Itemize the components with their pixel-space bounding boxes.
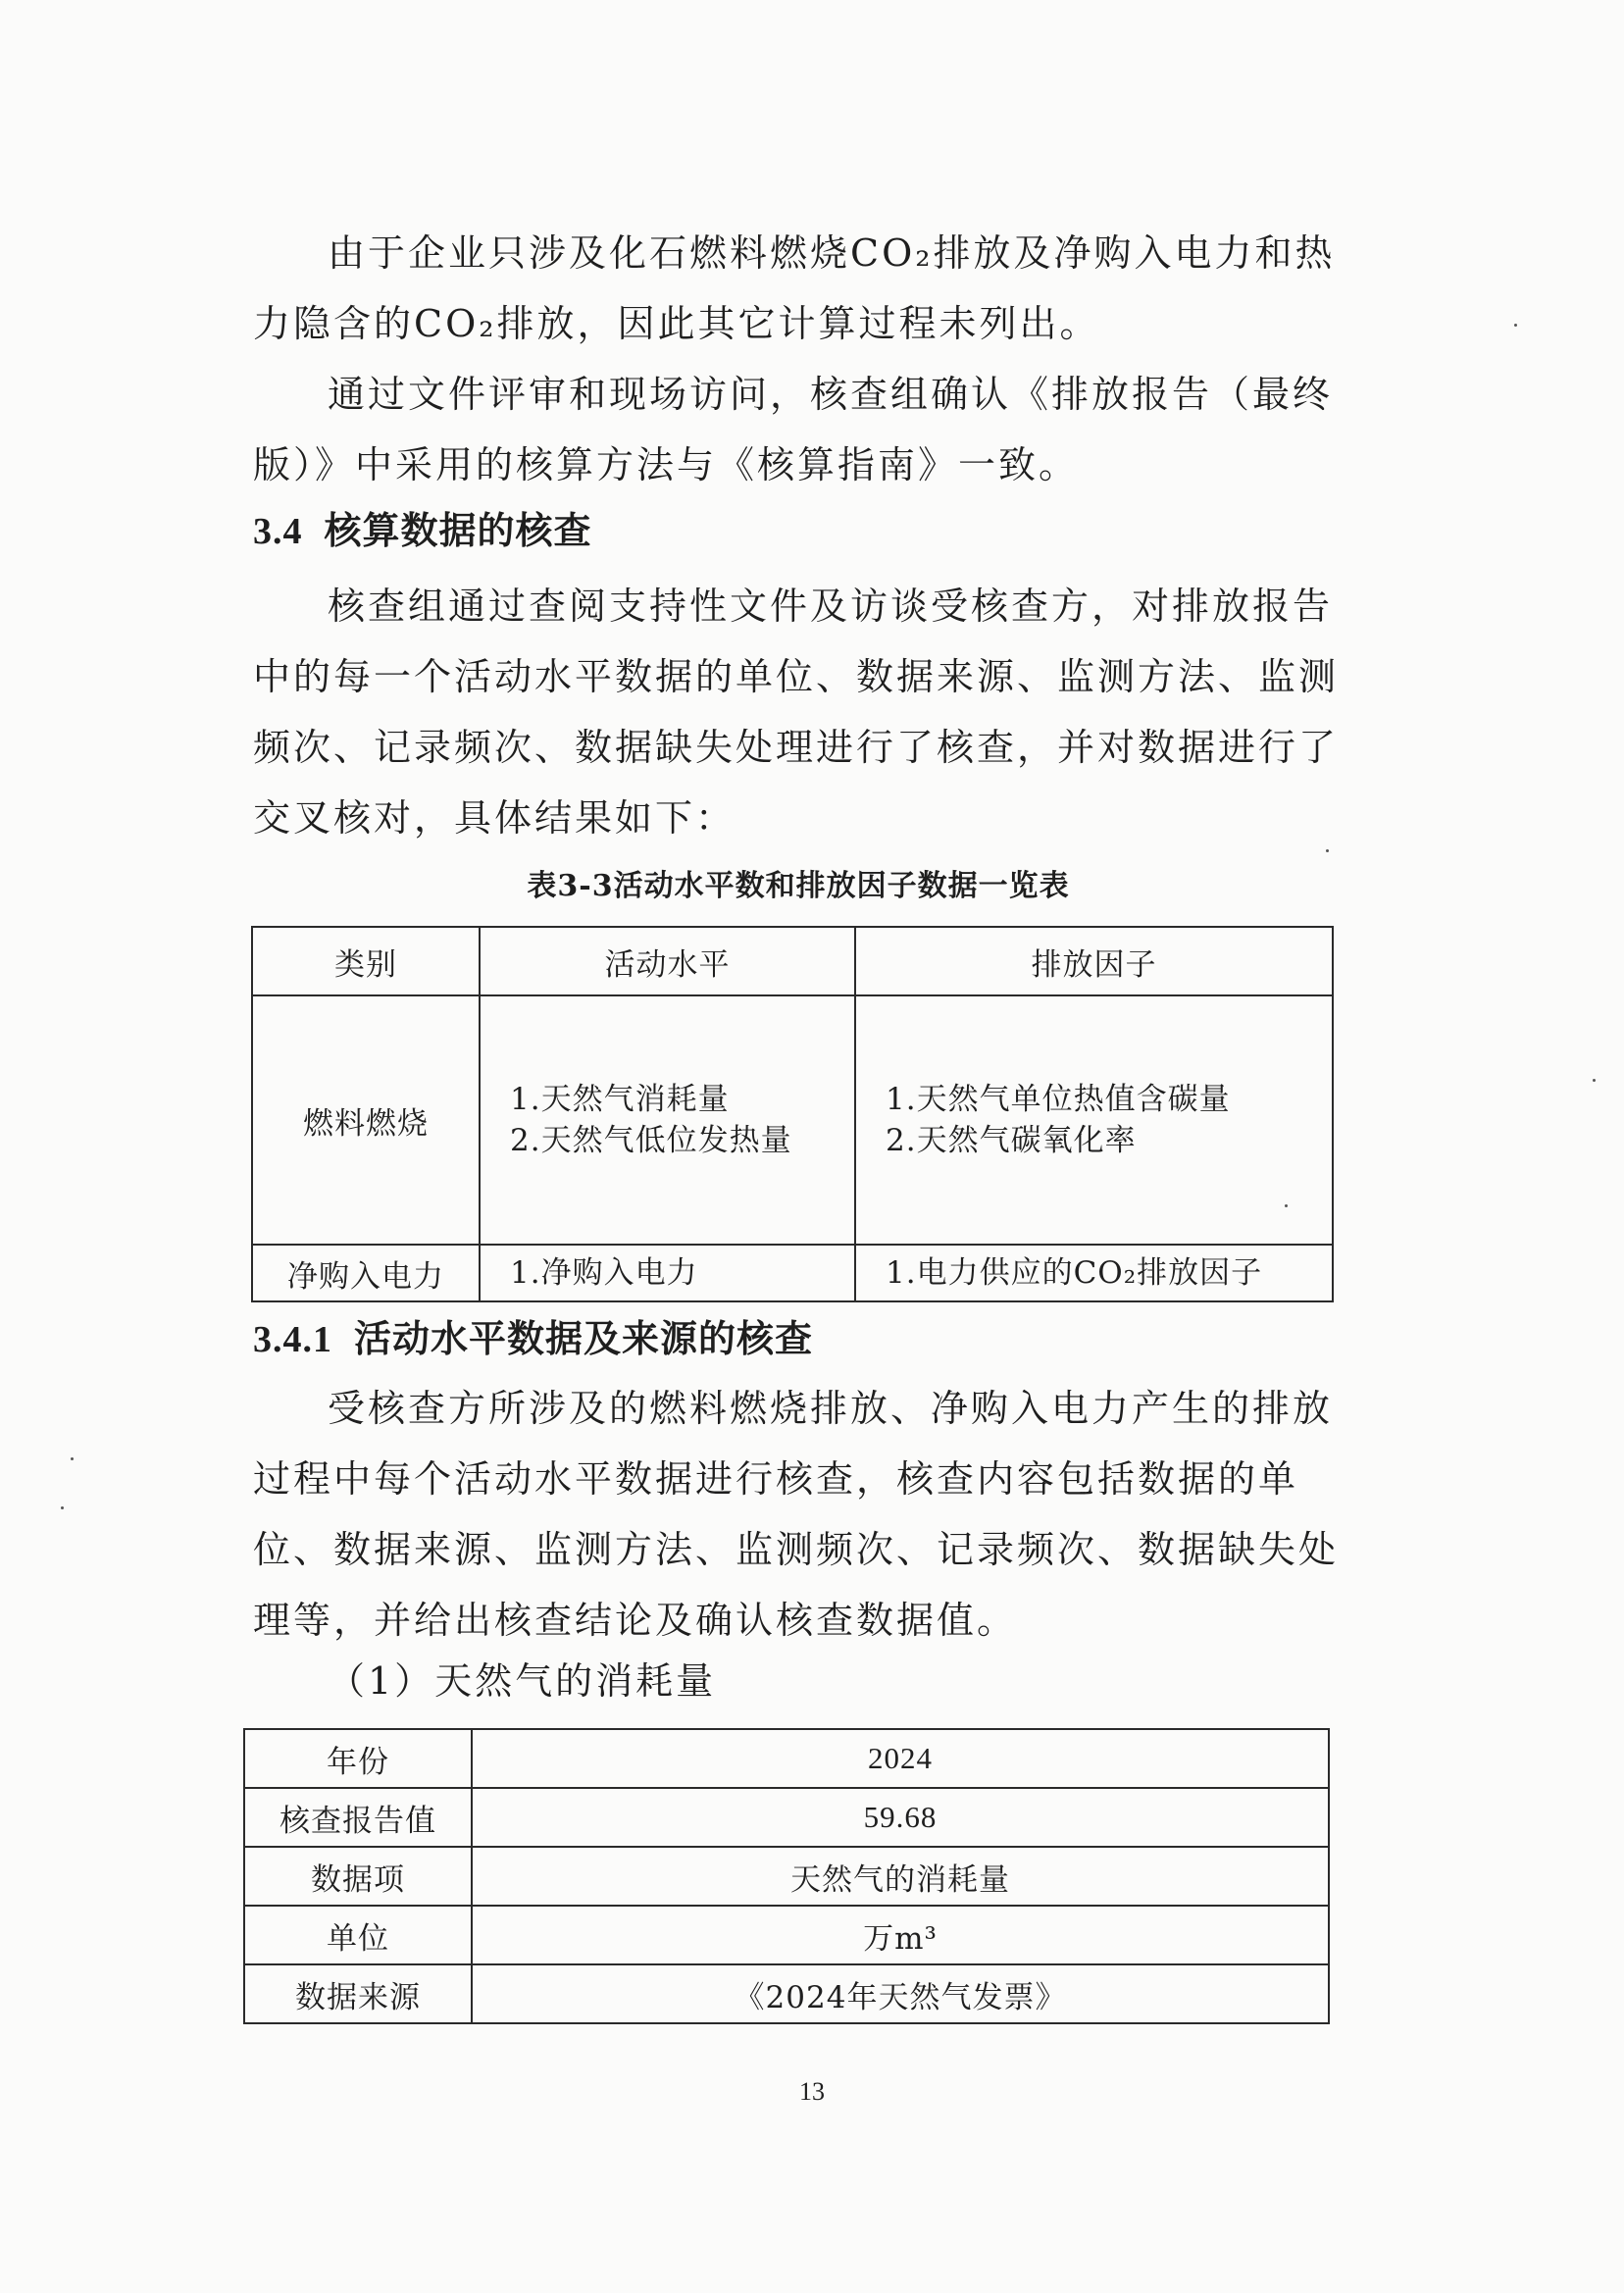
activity-cell [480, 995, 855, 1245]
activity-cell [480, 1245, 855, 1301]
table-row [244, 1788, 1329, 1847]
row-value: 59.68 [472, 1788, 1329, 1847]
category-cell: 净购入电力 [252, 1245, 480, 1301]
row-value: 2024 [472, 1729, 1329, 1788]
header-category: 类别 [252, 927, 480, 995]
scan-speck [1326, 849, 1329, 852]
row-label: 数据项 [244, 1847, 472, 1906]
scan-speck [1593, 1079, 1596, 1082]
section-heading-3-4-1 [253, 1308, 813, 1362]
activity-emission-factor-table [251, 926, 1334, 1302]
list-item: 2.天然气低位发热量 [510, 1123, 792, 1158]
row-value: 万m³ [472, 1906, 1329, 1964]
list-item: 1.净购入电力 [510, 1255, 698, 1291]
list-item: 1.天然气消耗量 [510, 1082, 730, 1117]
header-activity: 活动水平 [480, 927, 855, 995]
table-row [252, 995, 1333, 1245]
table-row [244, 1906, 1329, 1964]
section-number: 3.4 [253, 511, 303, 552]
list-item: 1.天然气单位热值含碳量 [886, 1082, 1231, 1117]
page-number: 13 [799, 2077, 825, 2106]
table-row [244, 1847, 1329, 1906]
paragraph-method-confirmation: 通过文件评审和现场访问，核查组确认《排放报告（最终版）》中采用的核算方法与《核算指南》一致。 [253, 373, 1334, 486]
scan-speck [71, 1457, 74, 1460]
section-number: 3.4.1 [253, 1319, 332, 1360]
scan-speck [1285, 1204, 1288, 1207]
list-item: 1.电力供应的CO₂排放因子 [886, 1255, 1263, 1291]
category-cell: 燃料燃烧 [252, 995, 480, 1245]
table-row [244, 1964, 1329, 2023]
scan-speck [61, 1506, 64, 1509]
subsection-natural-gas: （1）天然气的消耗量 [328, 1659, 717, 1703]
table-row [252, 1245, 1333, 1301]
scan-speck [1514, 324, 1517, 327]
factor-cell [855, 995, 1333, 1245]
header-factor: 排放因子 [855, 927, 1333, 995]
table-caption: 表3-3活动水平数和排放因子数据一览表 [527, 869, 1070, 903]
table-row [244, 1729, 1329, 1788]
row-label: 核查报告值 [244, 1788, 472, 1847]
paragraph-verification-process: 核查组通过查阅支持性文件及访谈受核查方，对排放报告中的每一个活动水平数据的单位、数据来源、监测方法、监测频次、记录频次、数据缺失处理进行了核查，并对数据进行了交叉核对，具体结果如下： [253, 585, 1340, 840]
table-header-row [252, 927, 1333, 995]
row-value: 天然气的消耗量 [472, 1847, 1329, 1906]
factor-cell [855, 1245, 1333, 1301]
section-heading-3-4 [253, 500, 592, 554]
row-label: 数据来源 [244, 1964, 472, 2023]
section-title: 活动水平数据及来源的核查 [354, 1316, 814, 1360]
list-item: 2.天然气碳氧化率 [886, 1123, 1137, 1158]
row-value: 《2024年天然气发票》 [472, 1964, 1329, 2023]
paragraph-activity-data-verification: 受核查方所涉及的燃料燃烧排放、净购入电力产生的排放过程中每个活动水平数据进行核查，核查内容包括数据的单位、数据来源、监测方法、监测频次、记录频次、数据缺失处理等，并给出核查结论及确认核查数据值。 [253, 1387, 1340, 1642]
paragraph-emission-scope: 由于企业只涉及化石燃料燃烧CO₂排放及净购入电力和热力隐含的CO₂排放，因此其它计算过程未列出。 [253, 231, 1336, 345]
row-label: 单位 [244, 1906, 472, 1964]
natural-gas-consumption-table [243, 1728, 1330, 2024]
row-label: 年份 [244, 1729, 472, 1788]
section-title: 核算数据的核查 [324, 508, 592, 552]
